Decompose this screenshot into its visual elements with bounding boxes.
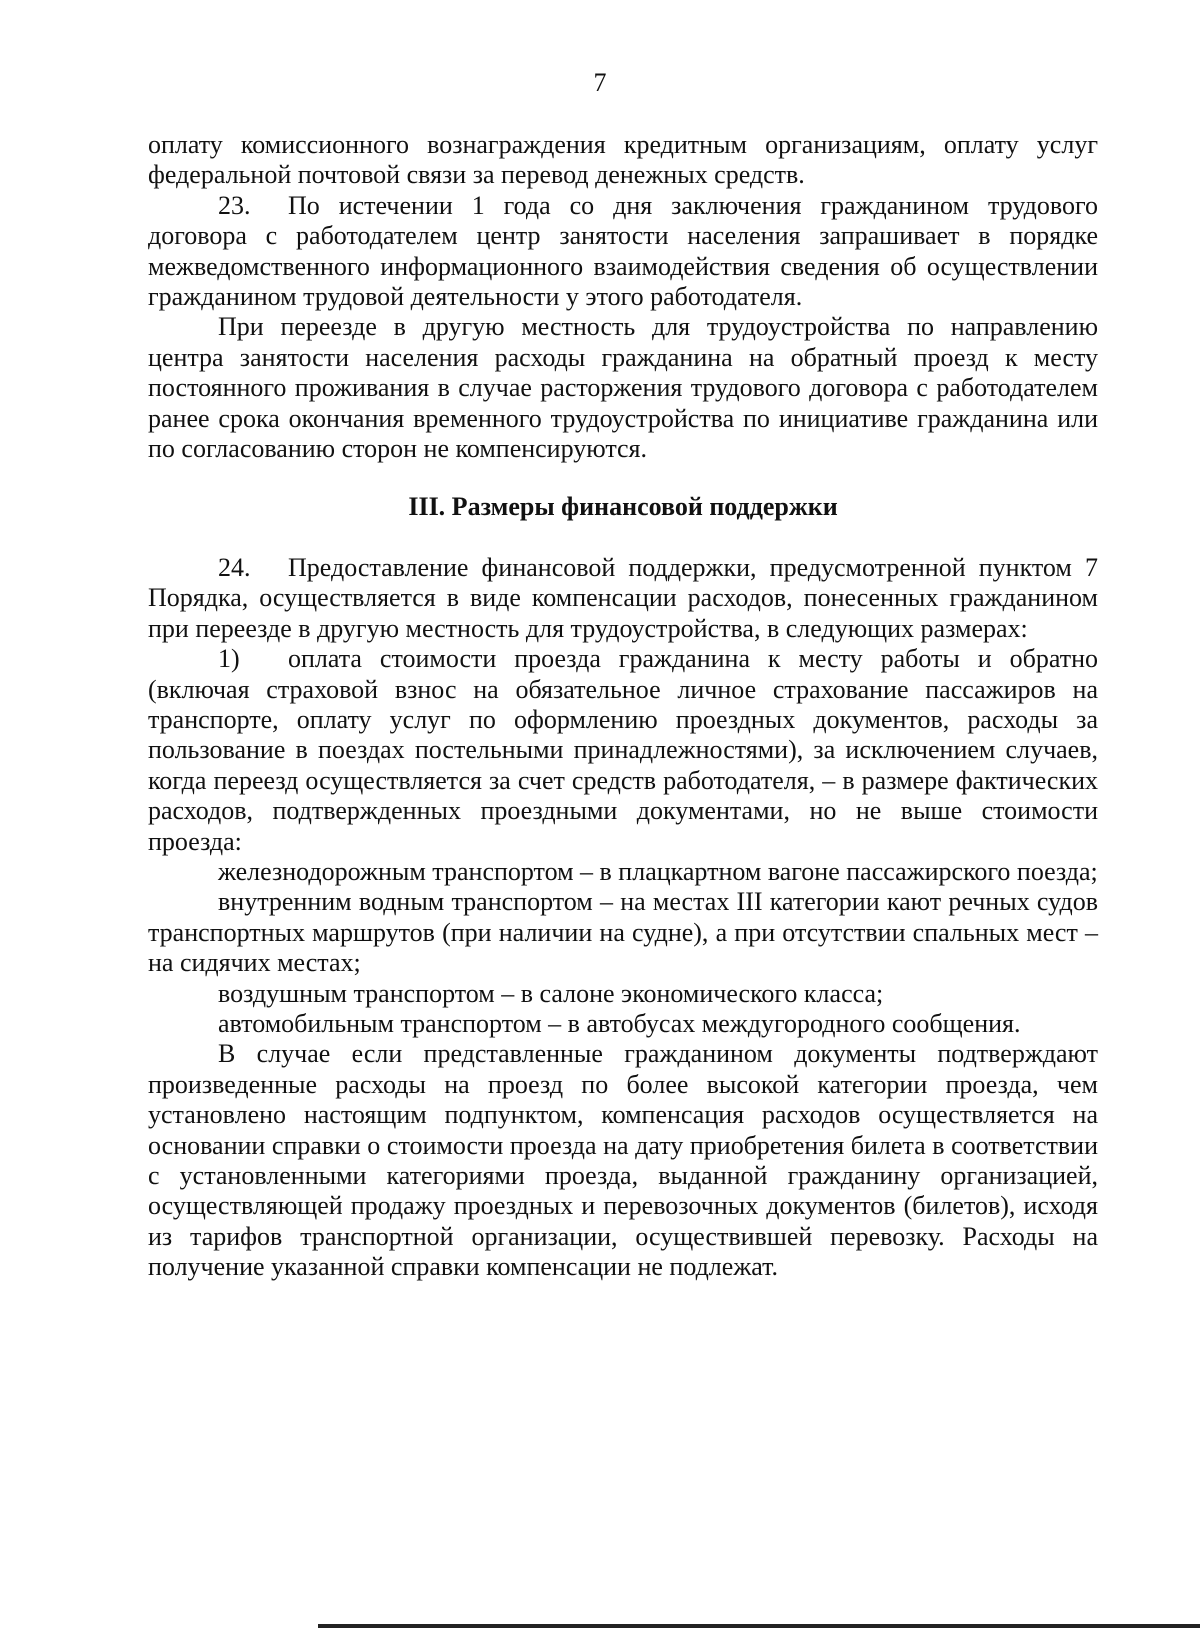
paragraph-23	[148, 191, 1098, 313]
bottom-scan-edge	[318, 1624, 1200, 1628]
subparagraph-text: оплата стоимости проезда гражданина к месту работы и обратно (включая страховой взнос на обязательное личное страхование пассажиров на транспорте, оплату услуг по оформлению проездных документов, расходы за пользование в поездах постельными принадлежностями), за исключением случаев, когда переезд осуществляется за счет средств работодателя, – в размере фактических расходов, подтвержденных проездными документами, но не выше стоимости проезда:	[148, 644, 1098, 856]
paragraph-text: Предоставление финансовой поддержки, предусмотренной пунктом 7 Порядка, осуществляется в виде компенсации расходов, понесенных гражданином при переезде в другую местность для трудоустройства, в следующих размерах:	[148, 552, 1098, 643]
paragraph-water: внутренним водным транспортом – на местах III категории кают речных судов транспортных маршрутов (при наличии на судне), а при отсутствии спальных мест – на сидячих местах;	[148, 887, 1098, 978]
document-body	[148, 130, 1098, 1283]
paragraph-railway: железнодорожным транспортом – в плацкартном вагоне пассажирского поезда;	[218, 856, 1098, 886]
subparagraph-1	[148, 644, 1098, 857]
paragraph-air: воздушным транспортом – в салоне экономического класса;	[218, 978, 884, 1008]
paragraph-number: 24.	[218, 552, 251, 582]
paragraph-road: автомобильным транспортом – в автобусах междугородного сообщения.	[218, 1008, 1021, 1038]
page-number: 7	[593, 68, 607, 97]
paragraph-continuation: оплату комиссионного вознаграждения кредитным организациям, оплату услуг федеральной почтовой связи за перевод денежных средств.	[148, 130, 1098, 190]
paragraph-text: По истечении 1 года со дня заключения гражданином трудового договора с работодателем центр занятости населения запрашивает в порядке межведомственного информационного взаимодействия сведения об осуществлении гражданином трудовой деятельности у этого работодателя.	[148, 190, 1098, 312]
paragraph-relocation: При переезде в другую местность для трудоустройства по направлению центра занятости населения расходы гражданина на обратный проезд к месту постоянного проживания в случае расторжения трудового договора с работодателем ранее срока окончания временного трудоустройства по инициативе гражданина или по согласованию сторон не компенсируются.	[148, 312, 1098, 464]
paragraph-higher-category: В случае если представленные гражданином документы подтверждают произведенные расходы на проезд по более высокой категории проезда, чем установлено настоящим подпунктом, компенсация расходов осуществляется на основании справки о стоимости проезда на дату приобретения билета в соответствии с установленными категориями проезда, выданной гражданину организацией, осуществляющей продажу проездных и перевозочных документов (билетов), исходя из тарифов транспортной организации, осуществившей перевозку. Расходы на получение указанной справки компенсации не подлежат.	[148, 1039, 1098, 1282]
section-heading: III. Размеры финансовой поддержки	[408, 492, 838, 522]
paragraph-24	[148, 553, 1098, 644]
paragraph-number: 23.	[218, 190, 251, 220]
subparagraph-number: 1)	[218, 644, 240, 674]
